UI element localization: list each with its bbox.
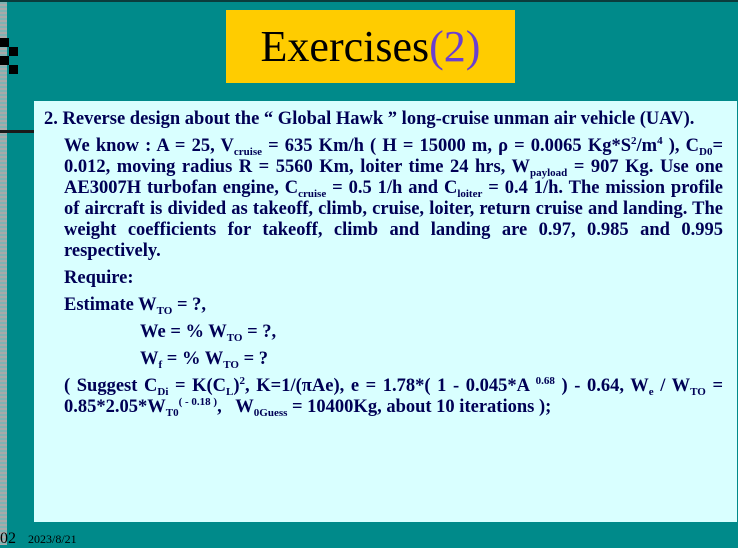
item-label: 2. — [44, 109, 58, 129]
suggestion-paragraph: ( Suggest $C_{Di} = K(C_L)^2$, K=1/(πAe), e = 1.78*( 1 - 0.045*A $^{0.68}$ ) - 0.64, $W_e / W_{TO} = 0.85*2.05*W_{T0}^{( - 0.18 )}$, $W_{0Guess} = 10400Kg$, about 10 iterations ); — [64, 375, 724, 419]
page-number: 02 — [0, 530, 16, 547]
deco-square — [0, 38, 9, 47]
deco-square — [0, 56, 9, 65]
exercise-content — [34, 101, 737, 522]
estimate-we: We = % $W_{TO}$ = ?, — [140, 322, 277, 344]
footer-date: 2023/8/21 — [28, 532, 77, 546]
given-paragraph: We know : A = 25, $V_{cruise} = 635$ Km/h ( H = 15000 m, ρ = 0.0065 $Kg*S^2/m^4$ ), $C_{D0}= 0.012$, moving radius R = 5560 Km, loiter time 24 hrs, $W_{payload} = 907$ Kg. Use one AE3007H turbofan engine, $C_{cruise} = 0.5$ 1/h and $C_{loiter} = 0.4$ 1/h. The mission profile of aircraft is divided as takeoff, climb, cruise, loiter, return cruise and landing. The weight coefficients for takeoff, climb and landing are 0.97, 0.985 and 0.995 respectively. — [64, 135, 723, 261]
title-text: Exercises — [260, 22, 430, 71]
top-line — [0, 0, 738, 2]
exercise-heading — [44, 109, 723, 130]
left-stripe — [0, 0, 7, 545]
estimate-wf: $W_f$ = % $W_{TO}$ = ? — [140, 349, 269, 371]
deco-square — [9, 65, 18, 74]
item-title: Reverse design about the “ Global Hawk ” long-cruise unman air vehicle (UAV). — [62, 109, 695, 129]
estimate-wto: Estimate $W_{TO}$ = ?, — [64, 295, 207, 317]
slide-title — [226, 10, 515, 83]
deco-square — [9, 47, 18, 56]
require-label: Require: — [64, 268, 134, 288]
footer — [0, 530, 77, 548]
title-number: (2) — [429, 22, 481, 71]
